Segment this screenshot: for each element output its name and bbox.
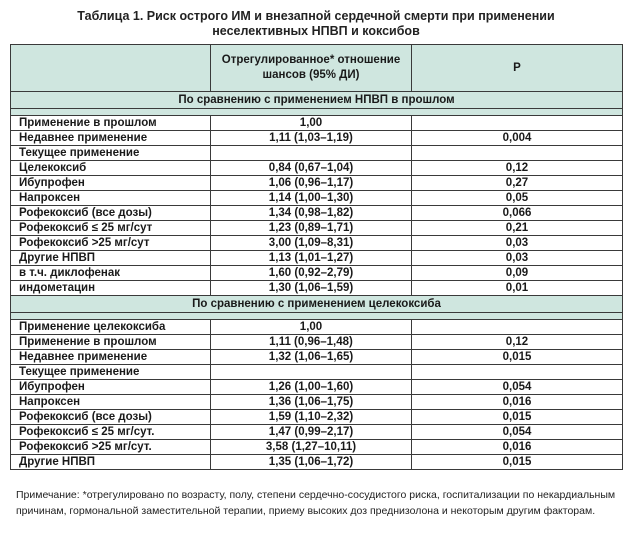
row-odds-ratio-cell: 1,30 (1,06–1,59)	[211, 281, 412, 296]
table-row	[11, 161, 623, 176]
section-header-row	[11, 296, 623, 313]
table-title	[0, 0, 632, 36]
table-row	[11, 236, 623, 251]
row-label-cell: Рофекоксиб ≤ 25 мг/сут	[11, 221, 211, 236]
row-odds-ratio-cell	[211, 365, 412, 380]
table-row	[11, 191, 623, 206]
table-row	[11, 251, 623, 266]
row-odds-ratio-cell: 1,35 (1,06–1,72)	[211, 455, 412, 470]
header-odds-ratio-line1: Отрегулированное* отношение	[221, 54, 401, 66]
row-label-cell: Рофекоксиб (все дозы)	[11, 206, 211, 221]
row-p-value-cell: 0,015	[412, 410, 623, 425]
table-row	[11, 350, 623, 365]
section-spacer-row	[11, 313, 623, 320]
section-spacer	[11, 313, 623, 320]
row-odds-ratio-cell: 1,06 (0,96–1,17)	[211, 176, 412, 191]
row-p-value-cell: 0,09	[412, 266, 623, 281]
table-row	[11, 320, 623, 335]
row-p-value-cell	[412, 116, 623, 131]
row-p-value-cell: 0,12	[412, 161, 623, 176]
row-p-value-cell: 0,015	[412, 350, 623, 365]
section-spacer	[11, 109, 623, 116]
row-p-value-cell: 0,015	[412, 455, 623, 470]
risk-table-body	[11, 45, 623, 470]
row-p-value-cell: 0,066	[412, 206, 623, 221]
table-row	[11, 425, 623, 440]
row-p-value-cell: 0,016	[412, 440, 623, 455]
table-row	[11, 410, 623, 425]
table-row	[11, 440, 623, 455]
row-odds-ratio-cell: 1,23 (0,89–1,71)	[211, 221, 412, 236]
risk-table-container	[10, 44, 622, 470]
header-odds-ratio-line2: шансов (95% ДИ)	[262, 69, 360, 81]
row-label-cell: Применение целекоксиба	[11, 320, 211, 335]
row-p-value-cell: 0,004	[412, 131, 623, 146]
row-label-cell: Рофекоксиб >25 мг/сут	[11, 236, 211, 251]
row-odds-ratio-cell: 1,14 (1,00–1,30)	[211, 191, 412, 206]
section-header-row	[11, 92, 623, 109]
row-p-value-cell: 0,016	[412, 395, 623, 410]
row-p-value-cell: 0,12	[412, 335, 623, 350]
row-odds-ratio-cell: 0,84 (0,67–1,04)	[211, 161, 412, 176]
table-row	[11, 395, 623, 410]
table-row	[11, 131, 623, 146]
row-label-cell: Другие НПВП	[11, 455, 211, 470]
row-label-cell: Целекоксиб	[11, 161, 211, 176]
header-odds-ratio-cell	[211, 45, 412, 92]
row-p-value-cell	[412, 320, 623, 335]
row-odds-ratio-cell: 1,59 (1,10–2,32)	[211, 410, 412, 425]
section-spacer-row	[11, 109, 623, 116]
row-odds-ratio-cell: 1,26 (1,00–1,60)	[211, 380, 412, 395]
row-odds-ratio-cell: 1,00	[211, 320, 412, 335]
row-p-value-cell: 0,21	[412, 221, 623, 236]
row-odds-ratio-cell: 1,00	[211, 116, 412, 131]
row-label-cell: Ибупрофен	[11, 380, 211, 395]
row-label-cell: Рофекоксиб ≤ 25 мг/сут.	[11, 425, 211, 440]
row-label-cell: Недавнее применение	[11, 131, 211, 146]
row-p-value-cell: 0,03	[412, 251, 623, 266]
row-odds-ratio-cell: 1,11 (0,96–1,48)	[211, 335, 412, 350]
row-p-value-cell: 0,03	[412, 236, 623, 251]
row-odds-ratio-cell: 3,00 (1,09–8,31)	[211, 236, 412, 251]
table-row	[11, 221, 623, 236]
risk-table	[10, 44, 623, 470]
row-label-cell: Рофекоксиб (все дозы)	[11, 410, 211, 425]
row-label-cell: Другие НПВП	[11, 251, 211, 266]
row-odds-ratio-cell: 3,58 (1,27–10,11)	[211, 440, 412, 455]
table-row	[11, 116, 623, 131]
row-label-cell: Недавнее применение	[11, 350, 211, 365]
row-odds-ratio-cell: 1,36 (1,06–1,75)	[211, 395, 412, 410]
row-p-value-cell	[412, 365, 623, 380]
table-row	[11, 380, 623, 395]
section-title: По сравнению с применением целекоксиба	[11, 296, 623, 313]
row-label-cell: Рофекоксиб >25 мг/сут.	[11, 440, 211, 455]
row-p-value-cell: 0,054	[412, 380, 623, 395]
row-odds-ratio-cell	[211, 146, 412, 161]
table-row	[11, 206, 623, 221]
row-odds-ratio-cell: 1,60 (0,92–2,79)	[211, 266, 412, 281]
row-odds-ratio-cell: 1,11 (1,03–1,19)	[211, 131, 412, 146]
row-label-cell: в т.ч. диклофенак	[11, 266, 211, 281]
table-row	[11, 266, 623, 281]
row-p-value-cell: 0,01	[412, 281, 623, 296]
row-odds-ratio-cell: 1,47 (0,99–2,17)	[211, 425, 412, 440]
table-row	[11, 176, 623, 191]
footnote: Примечание: *отрегулировано по возрасту, полу, степени сердечно-сосудистого риска, госпитализации по некардиальным причинам, гормональной заместительной терапии, приему высоких доз преднизолона и некоторым другим факторам.	[16, 489, 616, 517]
row-label-cell: Напроксен	[11, 191, 211, 206]
row-odds-ratio-cell: 1,13 (1,01–1,27)	[211, 251, 412, 266]
row-label-cell: Текущее применение	[11, 365, 211, 380]
table-row	[11, 281, 623, 296]
table-row	[11, 365, 623, 380]
table-row	[11, 335, 623, 350]
table-title-line2: неселективных НПВП и коксибов	[212, 24, 420, 38]
row-label-cell: Напроксен	[11, 395, 211, 410]
row-p-value-cell: 0,054	[412, 425, 623, 440]
section-title: По сравнению с применением НПВП в прошлом	[11, 92, 623, 109]
row-p-value-cell: 0,05	[412, 191, 623, 206]
row-label-cell: Ибупрофен	[11, 176, 211, 191]
table-title-line1: Таблица 1. Риск острого ИМ и внезапной сердечной смерти при применении	[77, 9, 555, 23]
row-odds-ratio-cell: 1,34 (0,98–1,82)	[211, 206, 412, 221]
header-p-value-cell: P	[412, 45, 623, 92]
header-label-cell	[11, 45, 211, 92]
row-label-cell: Применение в прошлом	[11, 335, 211, 350]
row-p-value-cell: 0,27	[412, 176, 623, 191]
row-odds-ratio-cell: 1,32 (1,06–1,65)	[211, 350, 412, 365]
row-p-value-cell	[412, 146, 623, 161]
row-label-cell: индометацин	[11, 281, 211, 296]
table-row	[11, 455, 623, 470]
table-row	[11, 146, 623, 161]
table-header-row	[11, 45, 623, 92]
row-label-cell: Текущее применение	[11, 146, 211, 161]
row-label-cell: Применение в прошлом	[11, 116, 211, 131]
